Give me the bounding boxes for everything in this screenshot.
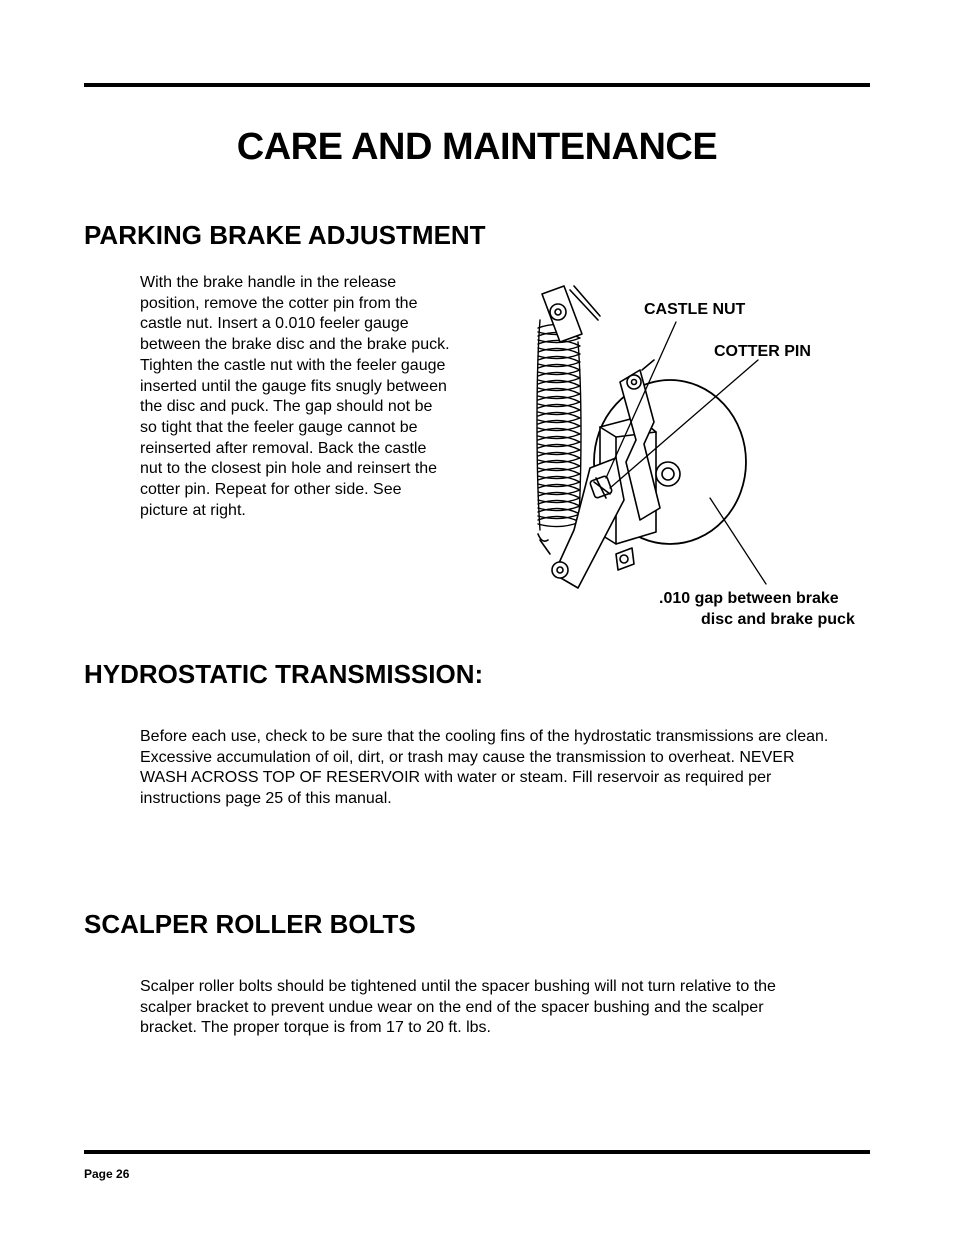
text-line: cotter pin. Repeat for other side. See	[140, 481, 402, 499]
text-line: WASH ACROSS TOP OF RESERVOIR with water or steam. Fill reservoir as required per	[140, 769, 772, 787]
gap-label-line1: .010 gap between brake	[659, 590, 839, 607]
text-line: Tighten the castle nut with the feeler gauge	[140, 356, 446, 374]
brake-assembly-illustration	[520, 272, 880, 632]
hydrostatic-paragraph	[140, 727, 828, 810]
upper-bolt	[550, 304, 566, 320]
text-line: picture at right.	[140, 501, 246, 519]
text-line: inserted until the gauge fits snugly between	[140, 377, 447, 395]
text-line: bracket. The proper torque is from 17 to 20 ft. lbs.	[140, 1019, 491, 1037]
text-line: so tight that the feeler gauge cannot be	[140, 418, 418, 436]
gap-label-line2: disc and brake puck	[701, 611, 855, 628]
text-line: nut to the closest pin hole and reinsert the	[140, 460, 438, 478]
coil-spring	[537, 320, 581, 534]
parking-brake-paragraph	[140, 273, 450, 521]
text-line: With the brake handle in the release	[140, 274, 397, 291]
scalper-paragraph	[140, 977, 776, 1039]
page-title: CARE AND MAINTENANCE	[236, 126, 718, 168]
cotter-pin-label: COTTER PIN	[714, 343, 811, 360]
text-line: castle nut. Insert a 0.010 feeler gauge	[140, 315, 409, 333]
castle-nut-label: CASTLE NUT	[644, 301, 746, 318]
text-line: scalper bracket to prevent undue wear on the end of the spacer bushing and the scalper	[140, 998, 764, 1016]
disc-hub	[656, 462, 680, 486]
text-line: instructions page 25 of this manual.	[140, 790, 392, 808]
upper-pivot-bolt	[627, 375, 641, 389]
text-line: Before each use, check to be sure that the cooling fins of the hydrostatic transmissions are clean.	[140, 728, 829, 745]
heading-parking-brake: PARKING BRAKE ADJUSTMENT	[84, 220, 486, 250]
lower-bolt	[552, 562, 568, 578]
bottom-rule	[84, 1150, 870, 1154]
text-line: the disc and puck. The gap should not be	[140, 398, 433, 416]
heading-scalper-roller-bolts: SCALPER ROLLER BOLTS	[84, 909, 416, 939]
text-line: Scalper roller bolts should be tightened until the spacer bushing will not turn relative to the	[140, 978, 776, 995]
text-line: position, remove the cotter pin from the	[140, 294, 418, 312]
text-line: Excessive accumulation of oil, dirt, or trash may cause the transmission to overheat. NEVER	[140, 748, 795, 766]
text-line: between the brake disc and the brake puck.	[140, 336, 450, 354]
heading-hydrostatic-transmission: HYDROSTATIC TRANSMISSION:	[84, 659, 484, 689]
text-line: reinserted after removal. Back the castle	[140, 439, 427, 457]
page-number: Page 26	[84, 1167, 130, 1181]
top-rule	[84, 83, 870, 87]
